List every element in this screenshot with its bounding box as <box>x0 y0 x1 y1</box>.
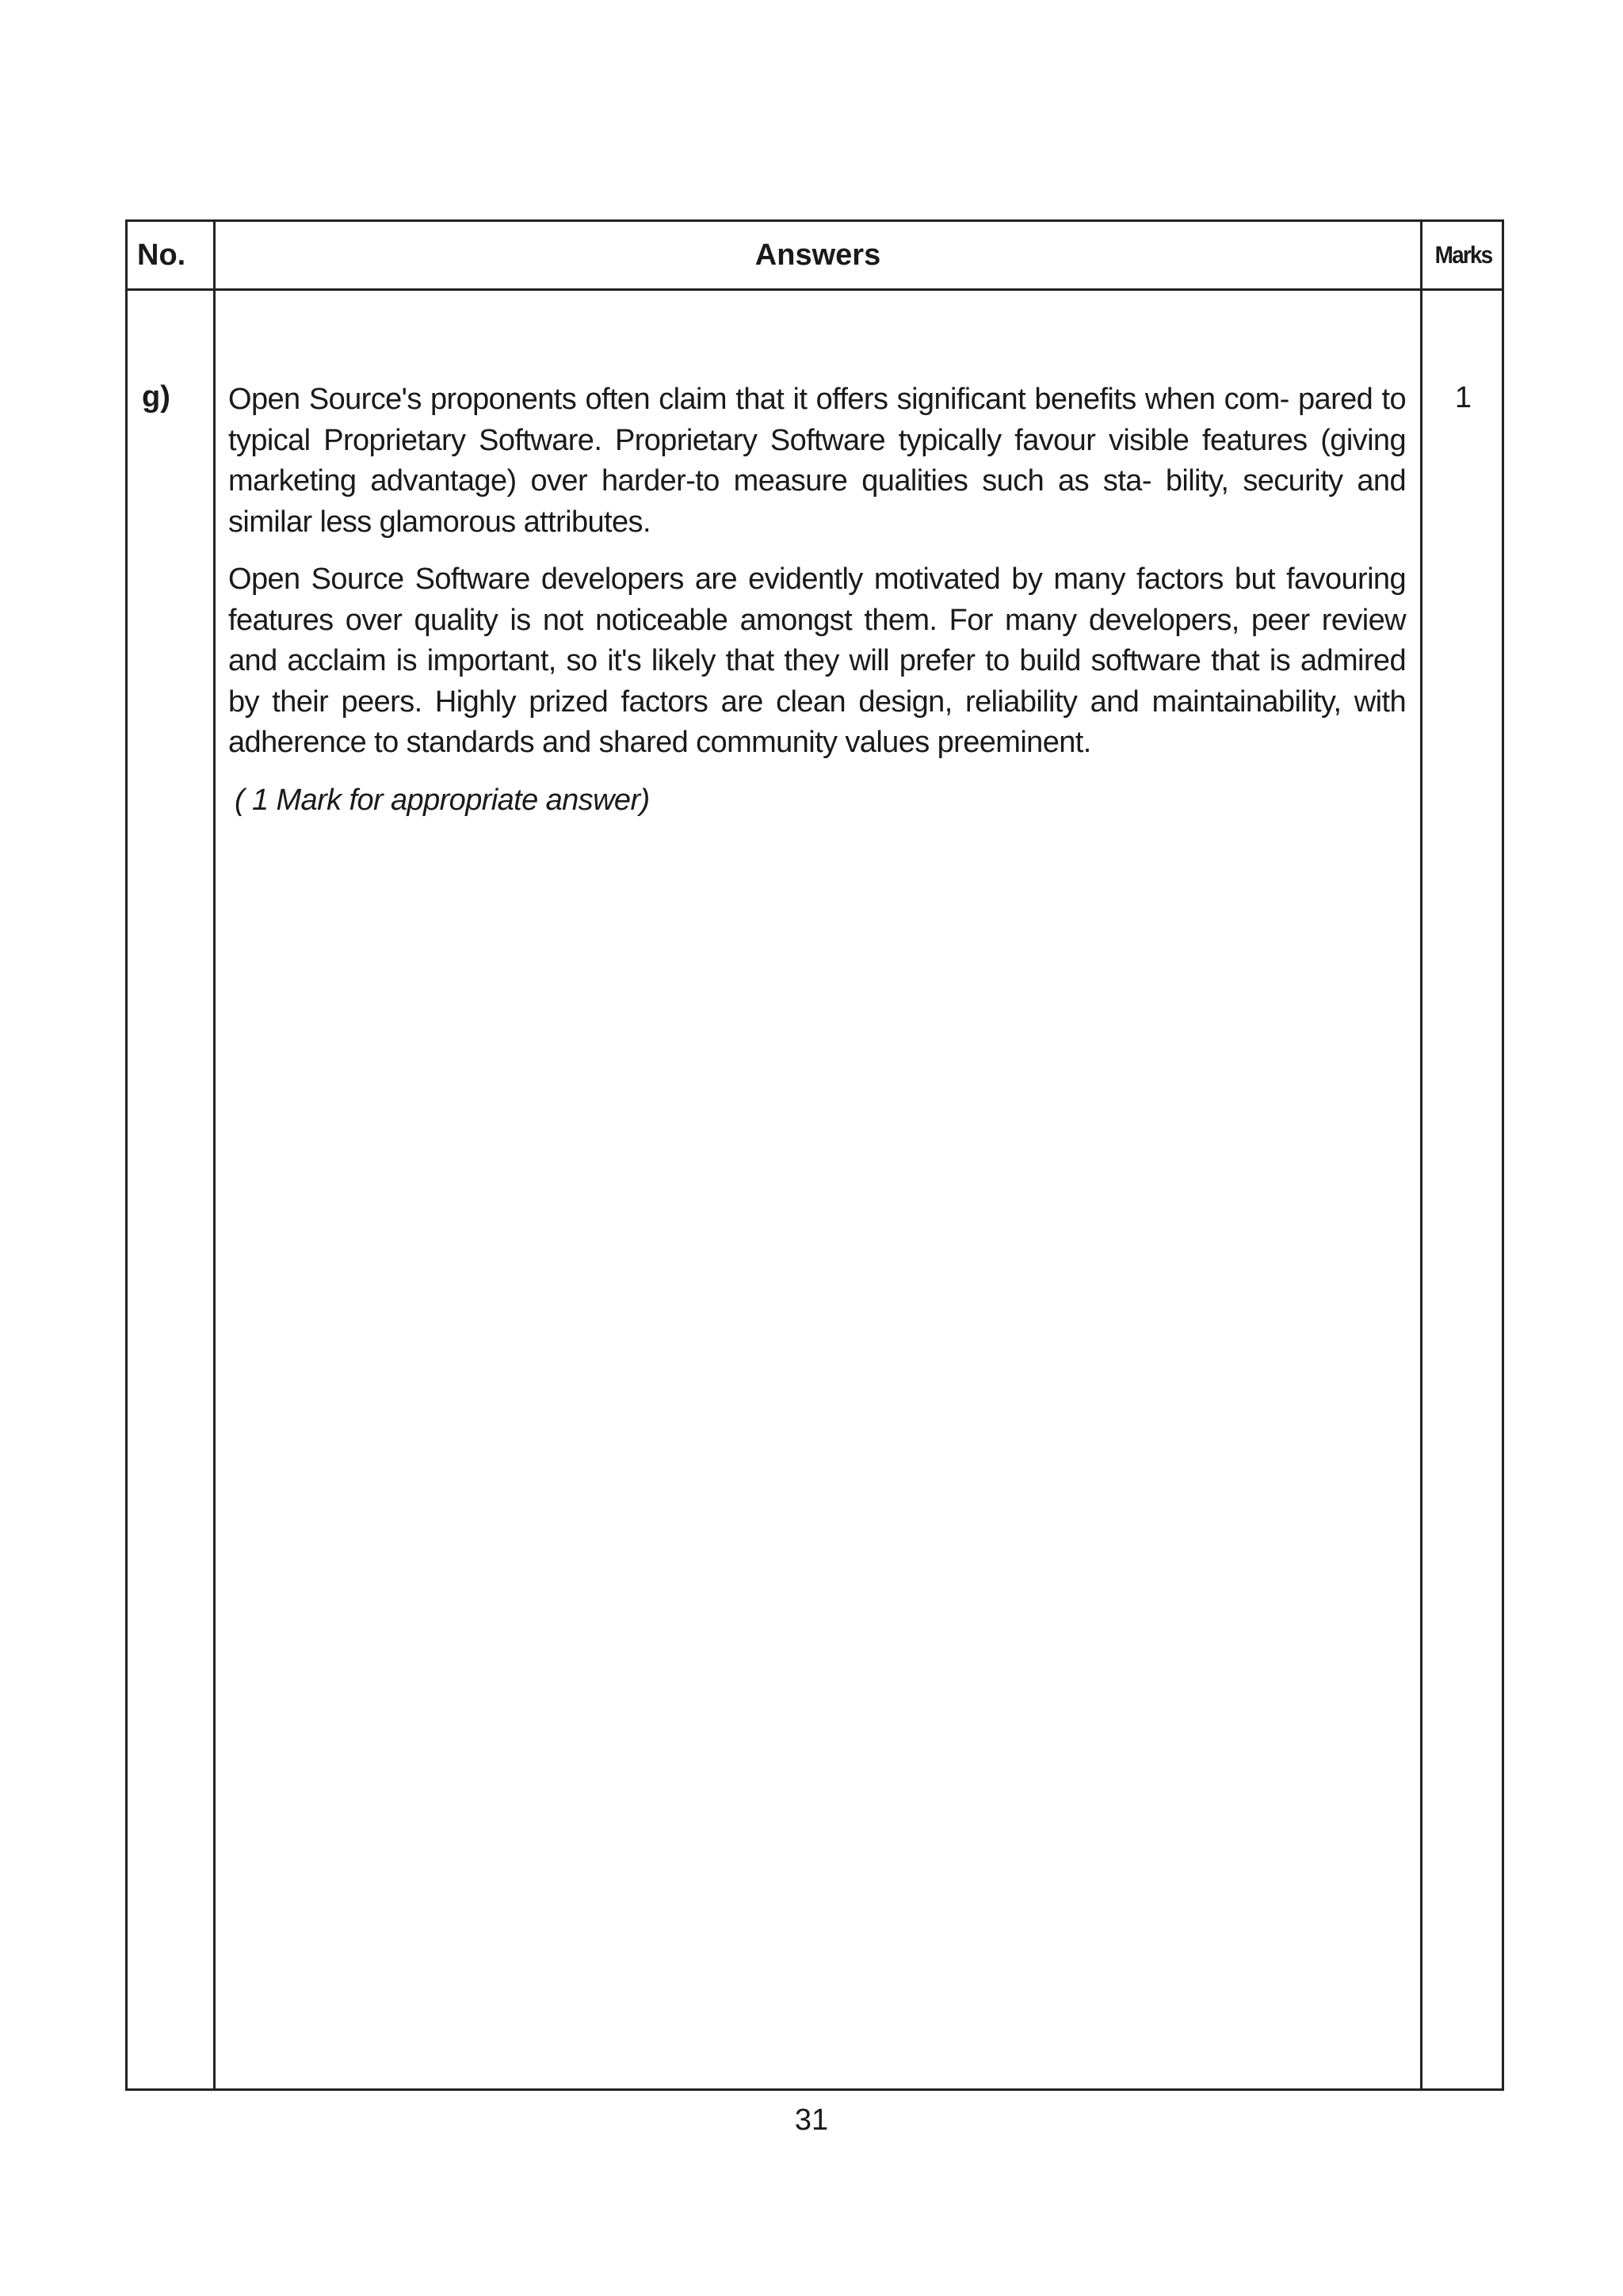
header-marks: Marks <box>1434 241 1492 269</box>
marks-value: 1 <box>1454 381 1472 414</box>
column-divider-no <box>213 222 216 2088</box>
answer-paragraph-1: Open Source's proponents often claim that it offers significant benefits when com- pared to typical Proprietary Software. Proprietary Software typically favour visible features (giving marketing advantage) over harder-to measure qualities such as sta- bility, security and similar less glamorous attributes. <box>228 383 1406 539</box>
answer-table <box>125 219 1504 2091</box>
column-divider-marks <box>1420 222 1423 2088</box>
marking-note: ( 1 Mark for appropriate answer) <box>235 783 650 817</box>
page-number: 31 <box>794 2103 829 2137</box>
answer-paragraph-2: Open Source Software developers are evidently motivated by many factors but favouring features over quality is not noticeable amongst them. For many developers, peer review and acclaim is important, so it's likely that they will prefer to build software that is admired by their peers. Highly prized factors are clean design, reliability and maintainability, with adherence to standards and shared community values preeminent. <box>228 563 1406 759</box>
header-answers: Answers <box>754 238 881 272</box>
header-no: No. <box>137 238 186 272</box>
answer-text <box>228 379 1406 837</box>
question-number: g) <box>142 380 170 414</box>
header-divider <box>128 288 1502 291</box>
